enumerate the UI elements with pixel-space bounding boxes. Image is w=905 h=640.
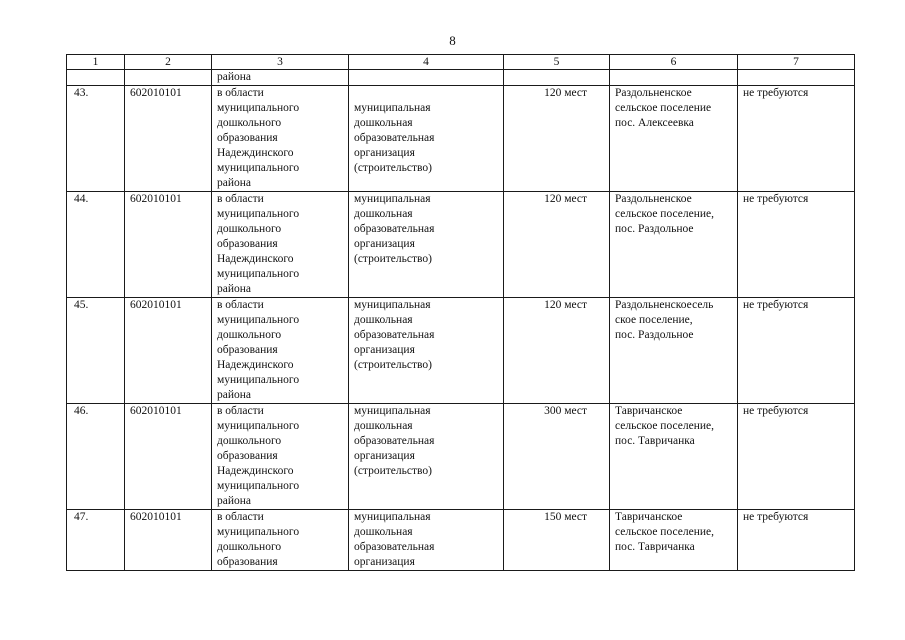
header-cell-2: 2 — [125, 55, 212, 70]
field-cell — [212, 86, 349, 192]
object-cell-line: организация — [354, 344, 415, 356]
field-cell-line: муниципального — [217, 268, 300, 280]
location-cell-line: Тавричанское — [615, 405, 683, 417]
field-cell-line: района — [217, 495, 252, 507]
field-cell-line: в области — [217, 193, 264, 205]
object-cell — [349, 404, 504, 510]
status-cell: не требуются — [738, 192, 855, 298]
object-cell-line: образовательная — [354, 435, 435, 447]
continuation-cell-5 — [504, 70, 610, 86]
object-cell-line: образовательная — [354, 329, 435, 341]
continuation-cell-2 — [125, 70, 212, 86]
field-cell-line: в области — [217, 405, 264, 417]
object-cell-line: организация — [354, 450, 415, 462]
table-row — [67, 510, 855, 571]
location-cell — [610, 86, 738, 192]
object-cell-line: муниципальная — [354, 193, 431, 205]
table-row — [67, 192, 855, 298]
capacity-cell: 120 мест — [504, 298, 610, 404]
header-cell-7: 7 — [738, 55, 855, 70]
field-cell-line: района — [217, 389, 252, 401]
object-cell-line: (строительство) — [354, 253, 432, 265]
code-cell: 602010101 — [125, 86, 212, 192]
table-row — [67, 404, 855, 510]
row-number-cell: 46. — [67, 404, 125, 510]
planning-table — [66, 54, 855, 571]
field-cell-line: района — [217, 283, 252, 295]
capacity-cell: 120 мест — [504, 192, 610, 298]
field-cell-line: образования — [217, 344, 278, 356]
location-cell — [610, 404, 738, 510]
capacity-cell: 300 мест — [504, 404, 610, 510]
object-cell-line: (строительство) — [354, 162, 432, 174]
header-cell-5: 5 — [504, 55, 610, 70]
field-cell-line: муниципального — [217, 314, 300, 326]
location-cell-line: сельское поселение, — [615, 420, 714, 432]
field-cell-line: дошкольного — [217, 541, 282, 553]
table-row — [67, 86, 855, 192]
continuation-cell-7 — [738, 70, 855, 86]
field-cell-line: образования — [217, 132, 278, 144]
object-cell-line: образовательная — [354, 541, 435, 553]
status-cell: не требуются — [738, 298, 855, 404]
object-cell-line: дошкольная — [354, 314, 413, 326]
field-cell-line: дошкольного — [217, 117, 282, 129]
location-cell — [610, 510, 738, 571]
row-number-cell: 44. — [67, 192, 125, 298]
header-cell-6: 6 — [610, 55, 738, 70]
status-cell: не требуются — [738, 86, 855, 192]
row-number-cell: 47. — [67, 510, 125, 571]
object-cell — [349, 86, 504, 192]
location-cell — [610, 298, 738, 404]
object-cell-line: образовательная — [354, 132, 435, 144]
field-cell-line: в области — [217, 511, 264, 523]
object-cell — [349, 298, 504, 404]
continuation-row — [67, 70, 855, 86]
location-cell-line: Тавричанское — [615, 511, 683, 523]
field-cell-line: образования — [217, 556, 278, 568]
continuation-cell-4 — [349, 70, 504, 86]
status-cell: не требуются — [738, 510, 855, 571]
row-number-cell: 43. — [67, 86, 125, 192]
object-cell-line: муниципальная — [354, 511, 431, 523]
continuation-cell-6 — [610, 70, 738, 86]
location-cell-line: пос. Тавричанка — [615, 435, 695, 447]
field-cell-line: Надеждинского — [217, 253, 294, 265]
location-cell-line: сельское поселение, — [615, 526, 714, 538]
field-cell-line: муниципального — [217, 526, 300, 538]
field-cell-line: Надеждинского — [217, 465, 294, 477]
code-cell: 602010101 — [125, 404, 212, 510]
location-cell-line: ское поселение, — [615, 314, 693, 326]
header-row — [67, 55, 855, 70]
field-cell-line: дошкольного — [217, 329, 282, 341]
field-cell-line: муниципального — [217, 374, 300, 386]
object-cell-line: организация — [354, 238, 415, 250]
status-cell: не требуются — [738, 404, 855, 510]
row-number-cell: 45. — [67, 298, 125, 404]
field-cell-line: дошкольного — [217, 435, 282, 447]
code-cell: 602010101 — [125, 510, 212, 571]
field-cell-line: муниципального — [217, 480, 300, 492]
field-cell-line: дошкольного — [217, 223, 282, 235]
code-cell: 602010101 — [125, 298, 212, 404]
object-cell-line: (строительство) — [354, 359, 432, 371]
location-cell-line: Раздольненскоесель — [615, 299, 714, 311]
field-cell-line: муниципального — [217, 102, 300, 114]
header-cell-4: 4 — [349, 55, 504, 70]
object-cell-line: дошкольная — [354, 420, 413, 432]
field-cell — [212, 298, 349, 404]
code-cell: 602010101 — [125, 192, 212, 298]
location-cell-line: пос. Тавричанка — [615, 541, 695, 553]
field-cell — [212, 510, 349, 571]
page-number: 8 — [449, 33, 456, 48]
table-body — [67, 55, 855, 571]
field-cell-line: образования — [217, 238, 278, 250]
location-cell-line: пос. Алексеевка — [615, 117, 694, 129]
location-cell-line: пос. Раздольное — [615, 223, 694, 235]
capacity-cell: 120 мест — [504, 86, 610, 192]
field-cell — [212, 192, 349, 298]
field-cell-line: муниципального — [217, 162, 300, 174]
object-cell-line: организация — [354, 147, 415, 159]
field-cell-line: Надеждинского — [217, 147, 294, 159]
object-cell-line: образовательная — [354, 223, 435, 235]
field-cell-line: района — [217, 177, 252, 189]
object-cell-line: (строительство) — [354, 465, 432, 477]
object-cell-line: дошкольная — [354, 526, 413, 538]
object-cell-line: муниципальная — [354, 405, 431, 417]
object-cell — [349, 192, 504, 298]
field-cell-line: муниципального — [217, 208, 300, 220]
object-cell-line: дошкольная — [354, 117, 413, 129]
object-cell — [349, 510, 504, 571]
continuation-cell-3: района — [212, 70, 349, 86]
object-cell-line: муниципальная — [354, 102, 431, 114]
location-cell-line: Раздольненское — [615, 87, 692, 99]
object-cell-line: организация — [354, 556, 415, 568]
object-cell-line: муниципальная — [354, 299, 431, 311]
header-cell-1: 1 — [67, 55, 125, 70]
location-cell-line: сельское поселение — [615, 102, 712, 114]
location-cell-line: сельское поселение, — [615, 208, 714, 220]
field-cell-line: муниципального — [217, 420, 300, 432]
field-cell-line: образования — [217, 450, 278, 462]
field-cell-line: Надеждинского — [217, 359, 294, 371]
location-cell — [610, 192, 738, 298]
field-cell — [212, 404, 349, 510]
header-cell-3: 3 — [212, 55, 349, 70]
continuation-cell-1 — [67, 70, 125, 86]
field-cell-line: в области — [217, 299, 264, 311]
capacity-cell: 150 мест — [504, 510, 610, 571]
field-cell-line: в области — [217, 87, 264, 99]
location-cell-line: Раздольненское — [615, 193, 692, 205]
object-cell-line: дошкольная — [354, 208, 413, 220]
location-cell-line: пос. Раздольное — [615, 329, 694, 341]
table-row — [67, 298, 855, 404]
